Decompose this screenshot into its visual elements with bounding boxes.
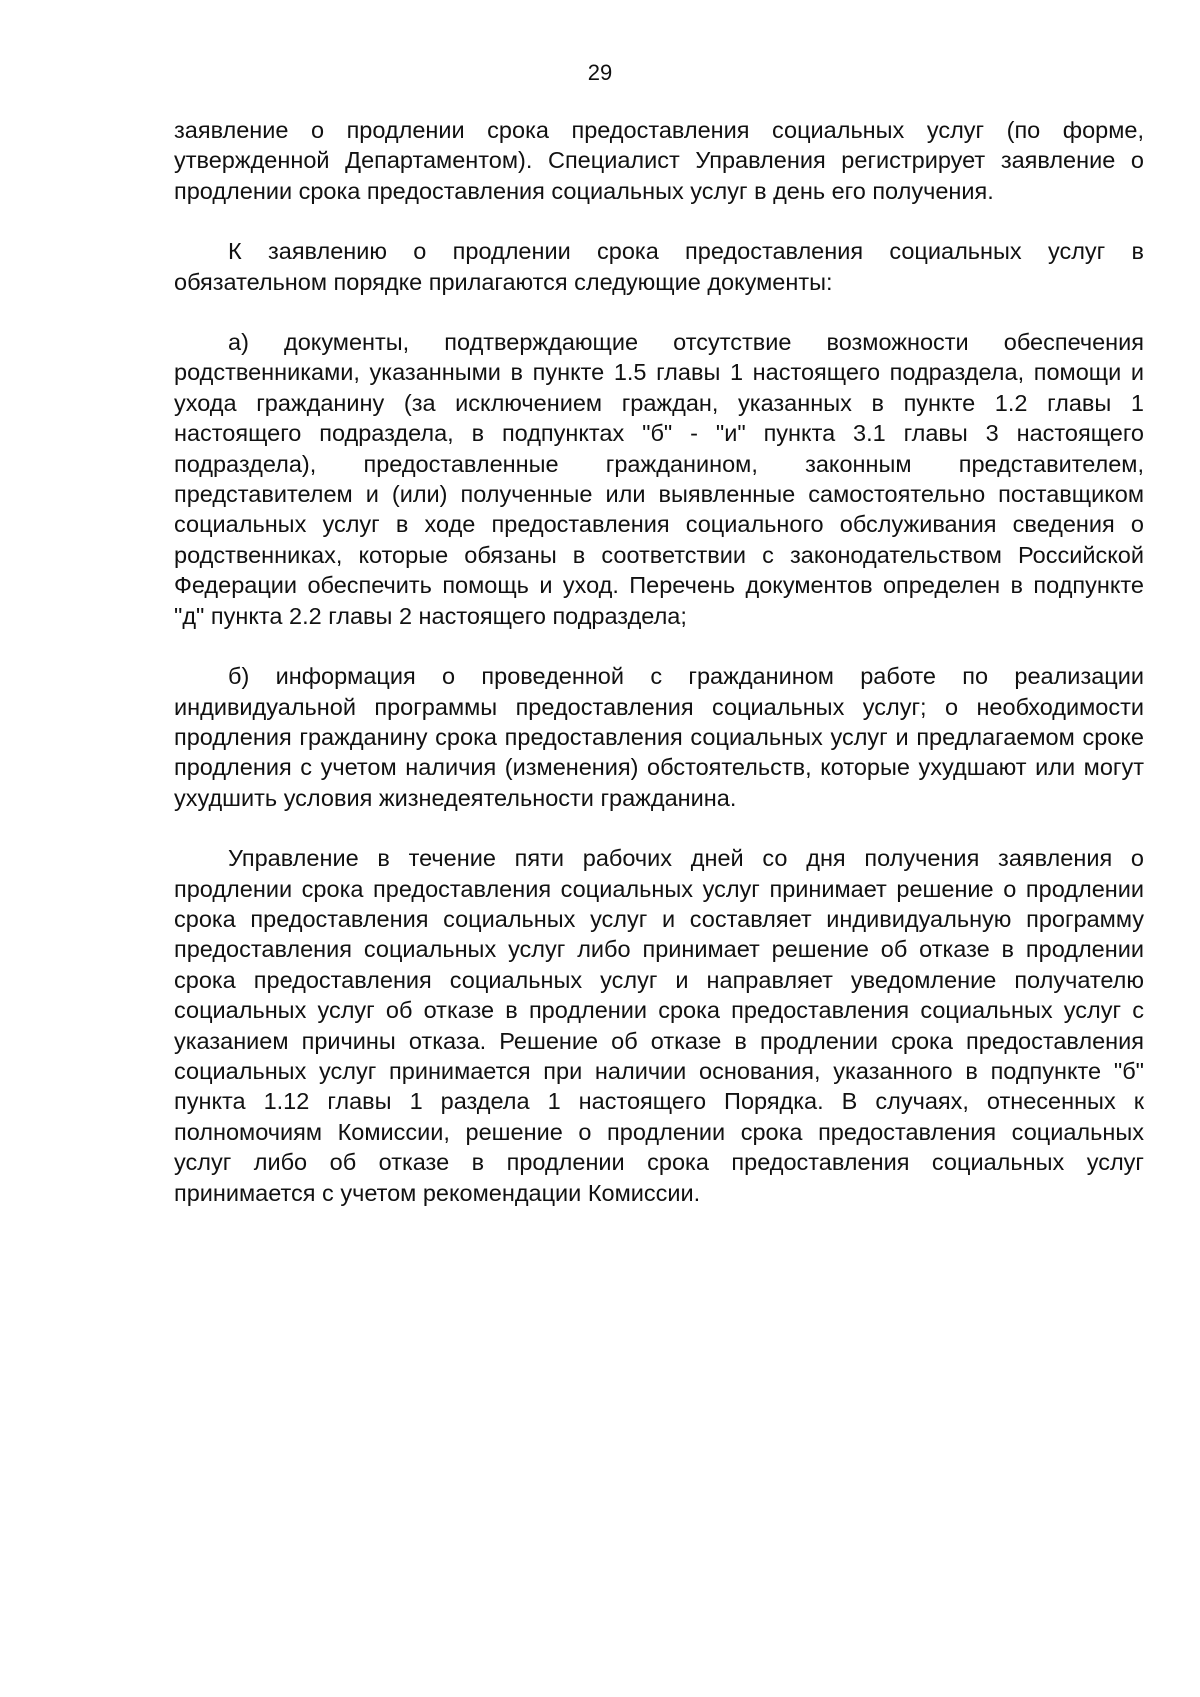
page-number: 29 — [587, 60, 613, 85]
paragraph-item-b: б) информация о проведенной с гражданином работе по реализации индивидуальной программы предоставления социальных услуг; о необходимости продления гражданину срока предоставления социальных услуг и предлагаемом сроке продления с учетом наличия (изменения) обстоятельств, которые ухудшают или могут ухудшить условия жизнедеятельности гражданина. — [174, 663, 1144, 811]
paragraph-decision: Управление в течение пяти рабочих дней со дня получения заявления о продлении срока предоставления социальных услуг принимает решение о продлении срока предоставления социальных услуг и составляет индивидуальную программу предоставления социальных услуг либо принимает решение об отказе в продлении срока предоставления социальных услуг и направляет уведомление получателю социальных услуг об отказе в продлении срока предоставления социальных услуг с указанием причины отказа. Решение об отказе в продлении срока предоставления социальных услуг принимается при наличии основания, указанного в подпункте "б" пункта 1.12 главы 1 раздела 1 настоящего Порядка. В случаях, отнесенных к полномочиям Комиссии, решение о продлении срока предоставления социальных услуг либо об отказе в продлении срока предоставления социальных услуг принимается с учетом рекомендации Комиссии. — [174, 845, 1144, 1206]
paragraph-required-documents-intro: К заявлению о продлении срока предоставления социальных услуг в обязательном порядке прилагаются следующие документы: — [174, 238, 1144, 295]
paragraph-item-a: а) документы, подтверждающие отсутствие возможности обеспечения родственниками, указанными в пункте 1.5 главы 1 настоящего подраздела, помощи и ухода гражданину (за исключением граждан, указанных в пункте 1.2 главы 1 настоящего подраздела, в подпунктах "б" - "и" пункта 3.1 главы 3 настоящего подраздела), предоставленные гражданином, законным представителем, представителем и (или) полученные или выявленные самостоятельно поставщиком социальных услуг в ходе предоставления социального обслуживания сведения о родственниках, которые обязаны в соответствии с законодательством Российской Федерации обеспечить помощь и уход. Перечень документов определен в подпункте "д" пункта 2.2 главы 2 настоящего подраздела; — [174, 329, 1144, 629]
document-body — [174, 115, 1144, 1238]
paragraph-application-registration: заявление о продлении срока предоставления социальных услуг (по форме, утвержденной Департаментом). Специалист Управления регистрирует заявление о продлении срока предоставления социальных услуг в день его получения. — [174, 117, 1144, 204]
